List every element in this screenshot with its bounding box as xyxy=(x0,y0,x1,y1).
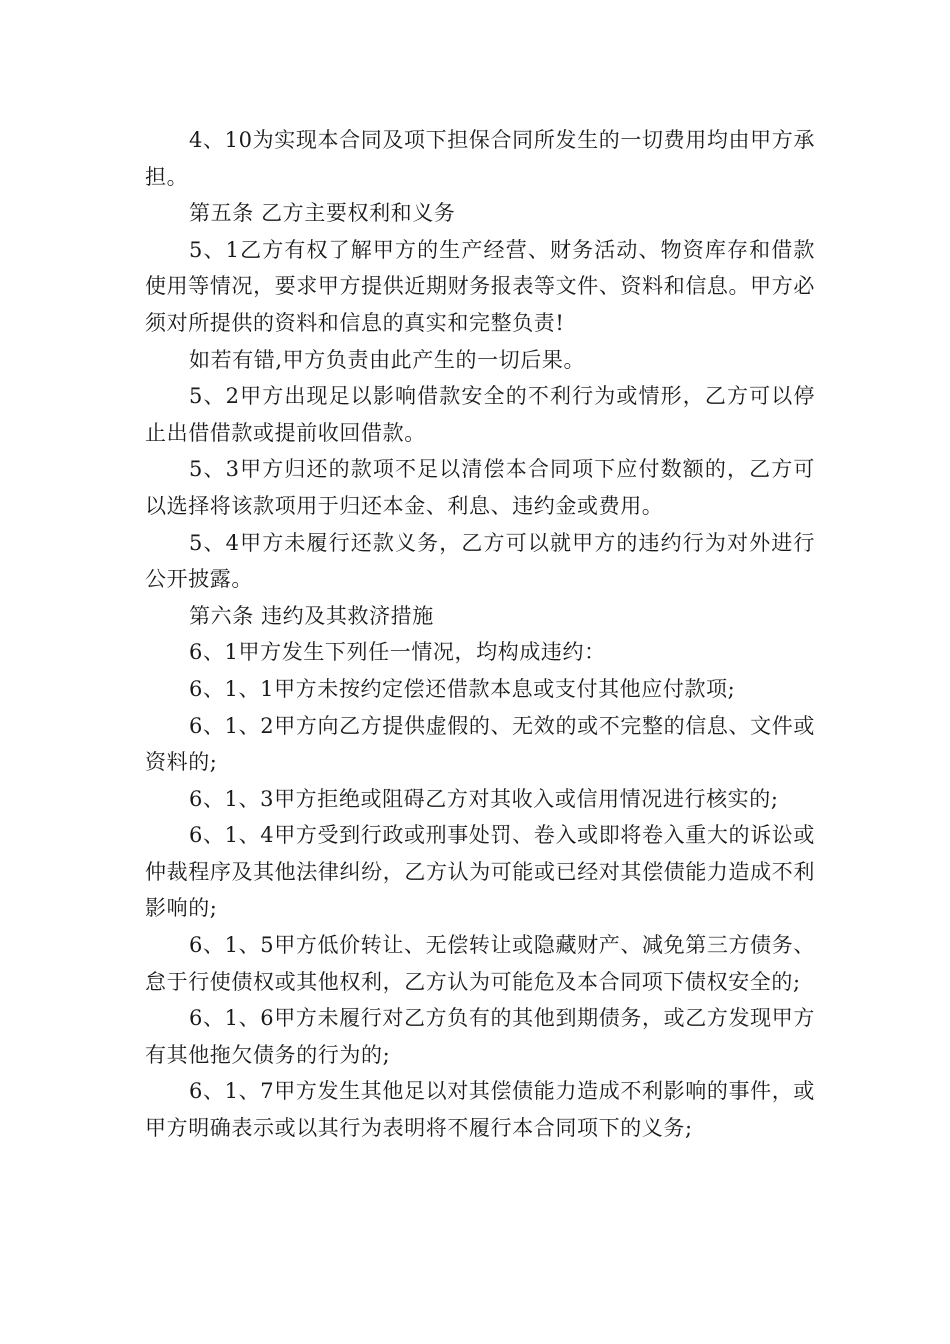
paragraph-4-10: 4、10为实现本合同及项下担保合同所发生的一切费用均由甲方承担。 xyxy=(145,128,815,189)
paragraph-5-3: 5、3甲方归还的款项不足以清偿本合同项下应付数额的，乙方可以选择将该款项用于归还本金、利息、违约金或费用。 xyxy=(145,457,815,518)
paragraph-5-4: 5、4甲方未履行还款义务，乙方可以就甲方的违约行为对外进行公开披露。 xyxy=(145,530,815,592)
paragraph-5-1: 5、1乙方有权了解甲方的生产经营、财务活动、物资库存和借款使用等情况，要求甲方提供近期财务报表等文件、资料和信息。甲方必须对所提供的资料和信息的真实和完整负责! xyxy=(145,237,815,335)
paragraph-6-1-3: 6、1、3甲方拒绝或阻碍乙方对其收入或信用情况进行核实的; xyxy=(189,786,779,811)
paragraph-6-1-5: 6、1、5甲方低价转让、无偿转让或隐藏财产、减免第三方债务、怠于行使债权或其他权利，乙方认为可能危及本合同项下债权安全的; xyxy=(145,933,815,994)
paragraph-6-1-2: 6、1、2甲方向乙方提供虚假的、无效的或不完整的信息、文件或资料的; xyxy=(145,713,815,775)
paragraph-5-1-continued: 如若有错,甲方负责由此产生的一切后果。 xyxy=(189,347,586,372)
paragraph-5-2: 5、2甲方出现足以影响借款安全的不利行为或情形，乙方可以停止出借借款或提前收回借款。 xyxy=(145,384,815,445)
heading-article-6: 第六条 违约及其救济措施 xyxy=(189,603,434,628)
document-body xyxy=(145,122,815,1147)
paragraph-6-1: 6、1甲方发生下列任一情况，均构成违约： xyxy=(189,640,606,665)
paragraph-6-1-1: 6、1、1甲方未按约定偿还借款本息或支付其他应付款项; xyxy=(189,676,736,701)
paragraph-6-1-4: 6、1、4甲方受到行政或刑事处罚、卷入或即将卷入重大的诉讼或仲裁程序及其他法律纠纷，乙方认为可能或已经对其偿债能力造成不利影响的; xyxy=(145,823,815,921)
paragraph-6-1-7: 6、1、7甲方发生其他足以对其偿债能力造成不利影响的事件，或甲方明确表示或以其行为表明将不履行本合同项下的义务; xyxy=(145,1079,815,1141)
paragraph-6-1-6: 6、1、6甲方未履行对乙方负有的其他到期债务，或乙方发现甲方有其他拖欠债务的行为的; xyxy=(145,1006,815,1067)
heading-article-5: 第五条 乙方主要权利和义务 xyxy=(189,201,456,226)
